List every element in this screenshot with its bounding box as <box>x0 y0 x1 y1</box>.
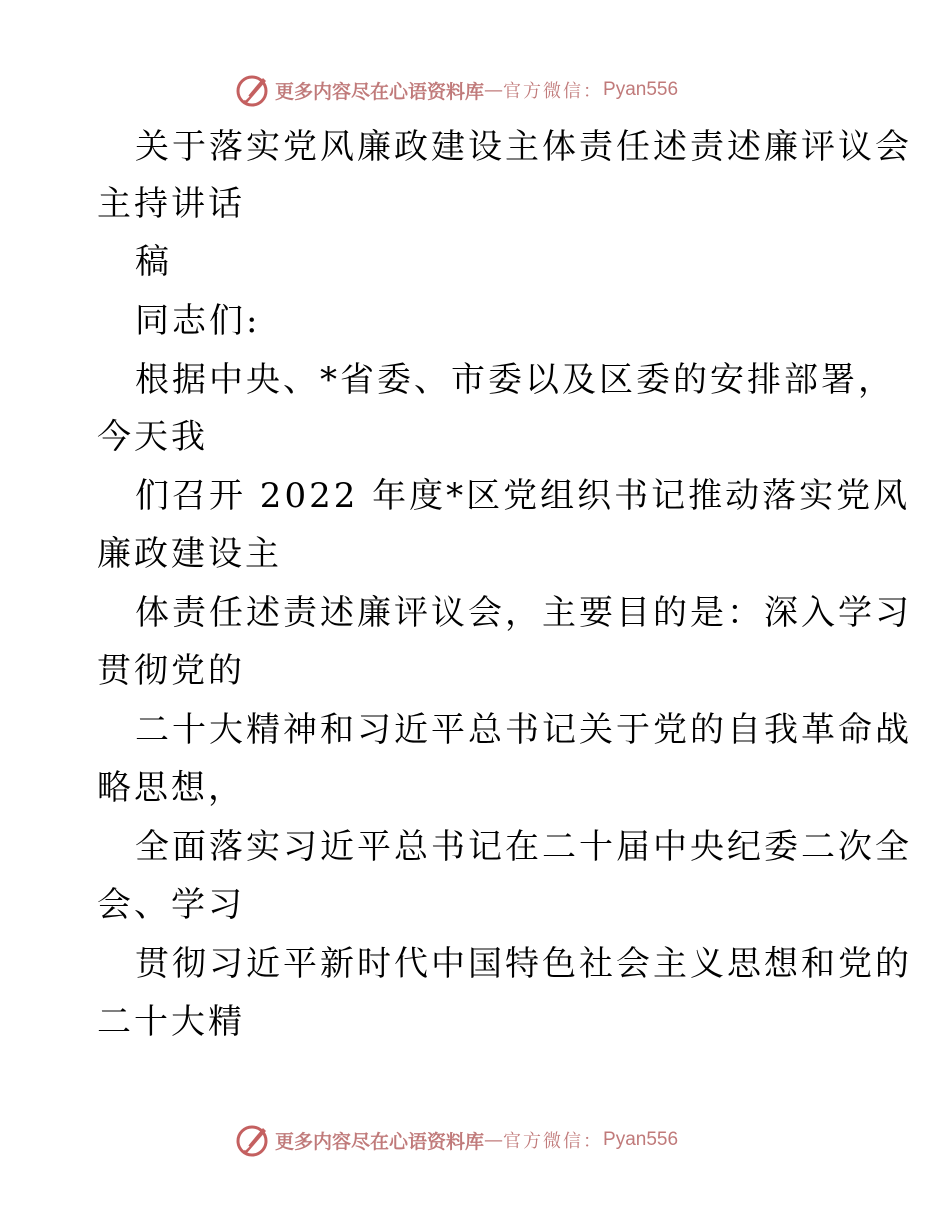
watermark-wechat-id: Pyan556 <box>603 1129 679 1150</box>
paragraph-line: 贯彻党的 <box>97 651 245 691</box>
watermark-label: 官方微信： <box>503 81 604 102</box>
watermark-label: 官方微信： <box>503 1131 604 1152</box>
watermark-site-text: 更多内容尽在心语资料库 <box>275 80 485 103</box>
watermark-wechat-id: Pyan556 <box>603 79 679 100</box>
watermark-dash: — <box>484 79 504 101</box>
quill-pen-logo-icon <box>235 1122 271 1158</box>
paragraph-line: 二十大精 <box>97 1002 245 1042</box>
paragraph-line: 今天我 <box>97 417 208 457</box>
paragraph-line: 体责任述责述廉评议会，主要目的是：深入学习 <box>135 593 912 633</box>
paragraph-line: 贯彻习近平新时代中国特色社会主义思想和党的 <box>135 944 912 984</box>
paragraph-line: 全面落实习近平总书记在二十届中央纪委二次全 <box>135 827 912 867</box>
document-title-line-3: 稿 <box>135 242 172 282</box>
paragraph-line: 略思想， <box>97 768 245 808</box>
document-title-line-2: 主持讲话 <box>97 184 245 224</box>
paragraph-line: 廉政建设主 <box>97 534 282 574</box>
document-salutation: 同志们: <box>135 301 261 341</box>
header-watermark <box>235 70 715 110</box>
paragraph-line: 会、学习 <box>97 885 245 925</box>
document-title-line-1: 关于落实党风廉政建设主体责任述责述廉评议会 <box>135 127 912 167</box>
paragraph-line: 根据中央、*省委、市委以及区委的安排部署， <box>135 360 895 400</box>
footer-watermark <box>235 1120 715 1160</box>
paragraph-line: 们召开 2022 年度*区党组织书记推动落实党风 <box>135 476 911 516</box>
watermark-dash: — <box>484 1129 504 1151</box>
quill-pen-logo-icon <box>235 72 271 108</box>
watermark-site-text: 更多内容尽在心语资料库 <box>275 1130 485 1153</box>
paragraph-line: 二十大精神和习近平总书记关于党的自我革命战 <box>135 710 912 750</box>
